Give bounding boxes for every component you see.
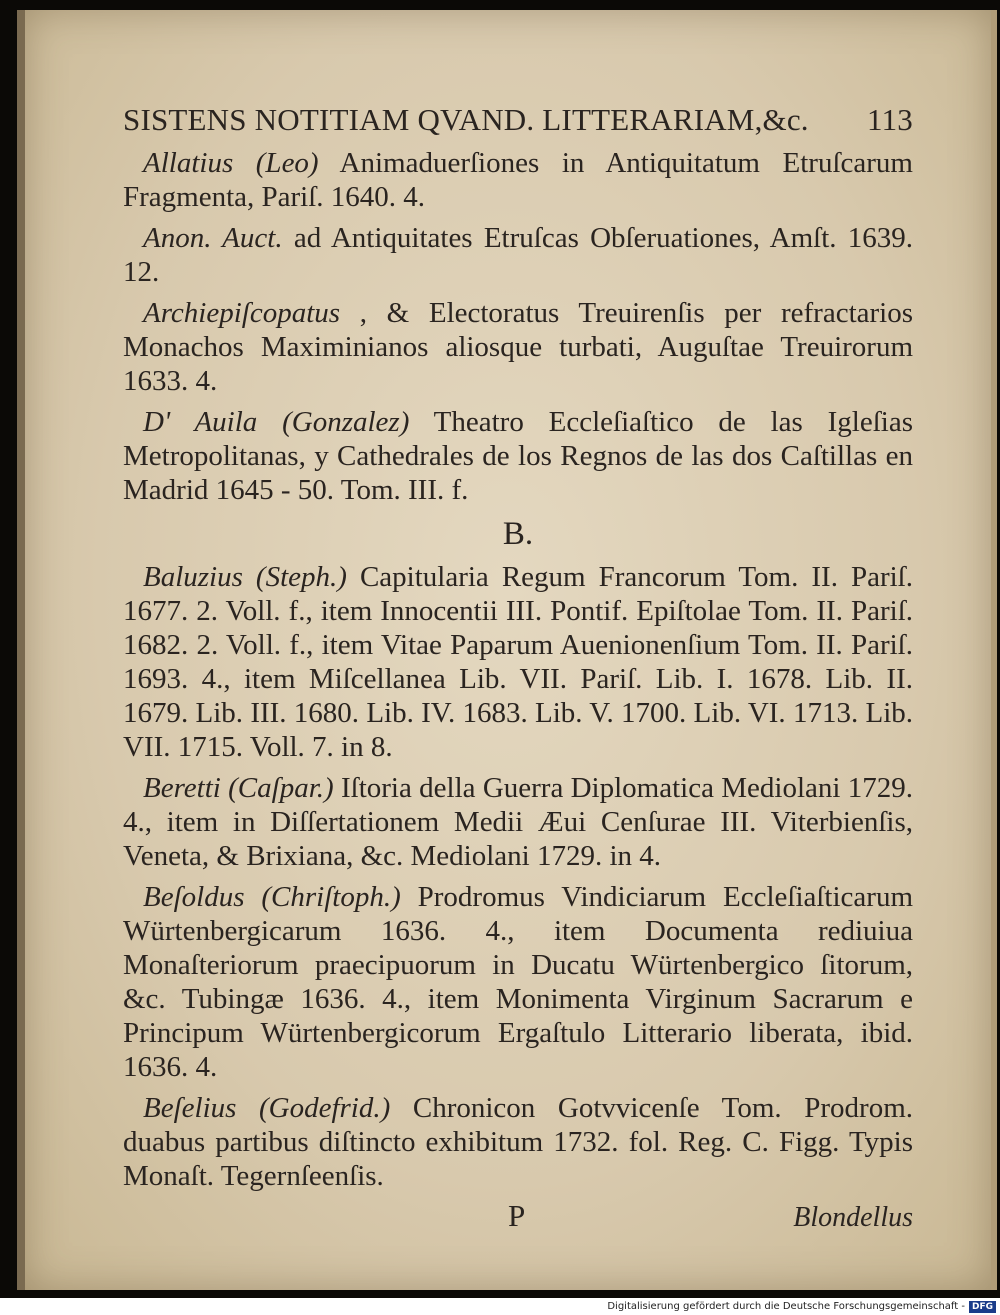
entry-text: , & Electoratus Treuirenſis per refractarios Monachos Maximinianos aliosque turbati, Auguſtae Treuirorum 1633. 4. [123, 297, 914, 397]
entry-text: Prodromus Vindiciarum Eccleſiaſticarum Würtenbergicarum 1636. 4., item Documenta rediuiua Monaſteriorum praecipuorum in Ducatu Würtenbergico ſitorum, &c. Tubingæ 1636. 4., item Monimenta Virginum Sacrarum e Principum Würtenbergicorum Ergaſtulo Litterario liberata, ibid. 1636. 4. [123, 881, 914, 1083]
entry-text: Chronicon Gotvvicenſe Tom. Prodrom. duabus partibus diſtincto exhibitum 1732. fol. Reg. C. Figg. Typis Monaſt. Tegernſeenſis. [123, 1092, 913, 1192]
entry-text: Capitularia Regum Francorum Tom. II. Pariſ. 1677. 2. Voll. f., item Innocentii III. Pontif. Epiſtolae Tom. II. Pariſ. 1682. 2. Voll. f., item Vitae Paparum Auenionenſium Tom. II. Pariſ. 1693. 4., item Miſcellanea Lib. VII. Pariſ. Lib. I. 1678. Lib. II. 1679. Lib. III. 1680. Lib. IV. 1683. Lib. V. 1700. Lib. VI. 1713. Lib. VII. 1715. Voll. 7. in 8. [123, 561, 913, 763]
bibliography-entry [123, 405, 913, 507]
entry-text: Theatro Eccleſiaſtico de las Igleſias Metropolitanas, y Cathedrales de los Regnos de las dos Caſtillas en Madrid 1645 - 50. Tom. III. f. [123, 406, 913, 506]
running-head-title: SISTENS NOTITIAM QVAND. LITTERARIAM,&c. [123, 102, 809, 137]
bibliography-entry [123, 880, 913, 1084]
entry-text: ad Antiquitates Etruſcas Obſeruationes, Amſt. 1639. 12. [123, 222, 914, 288]
entry-author: D' Auila (Gonzalez) [143, 406, 410, 438]
bibliography-entry [123, 771, 913, 873]
credit-text: Digitalisierung gefördert durch die Deutsche Forschungsgemeinschaft - [607, 1301, 965, 1312]
bibliography-entry [123, 1091, 913, 1193]
bibliography-entry [123, 146, 913, 214]
entry-author: Baluzius (Steph.) [143, 561, 347, 593]
running-head [123, 102, 913, 146]
bibliography-entry [123, 221, 913, 289]
entry-author: Anon. Auct. [143, 222, 283, 254]
signature-mark: P [508, 1198, 526, 1233]
book-page [17, 10, 997, 1290]
bibliography-entry [123, 560, 913, 764]
dfg-logo-icon: DFG [969, 1301, 996, 1313]
entry-text: Iſtoria della Guerra Diplomatica Mediolani 1729. 4., item in Diſſertationem Medii Æui Cenſurae III. Viterbienſis, Veneta, & Brixiana, &c. Mediolani 1729. in 4. [123, 772, 914, 872]
entry-author: Archiepiſcopatus [143, 297, 341, 329]
bibliography-entry [123, 296, 913, 398]
entry-author: Allatius (Leo) [143, 147, 319, 179]
entry-author: Beſoldus (Chriſtoph.) [143, 881, 401, 913]
page-footer [123, 1198, 913, 1234]
page-number: 113 [867, 102, 913, 137]
catchword: Blondellus [793, 1202, 913, 1233]
entry-text: Animaduerſiones in Antiquitatum Etruſcarum Fragmenta, Pariſ. 1640. 4. [123, 147, 913, 213]
entry-author: Beretti (Caſpar.) [143, 772, 334, 804]
page-text-block [123, 102, 913, 1200]
entry-author: Beſelius (Godefrid.) [143, 1092, 391, 1124]
section-heading: B. [502, 516, 534, 552]
credit-bar [0, 1298, 1000, 1315]
